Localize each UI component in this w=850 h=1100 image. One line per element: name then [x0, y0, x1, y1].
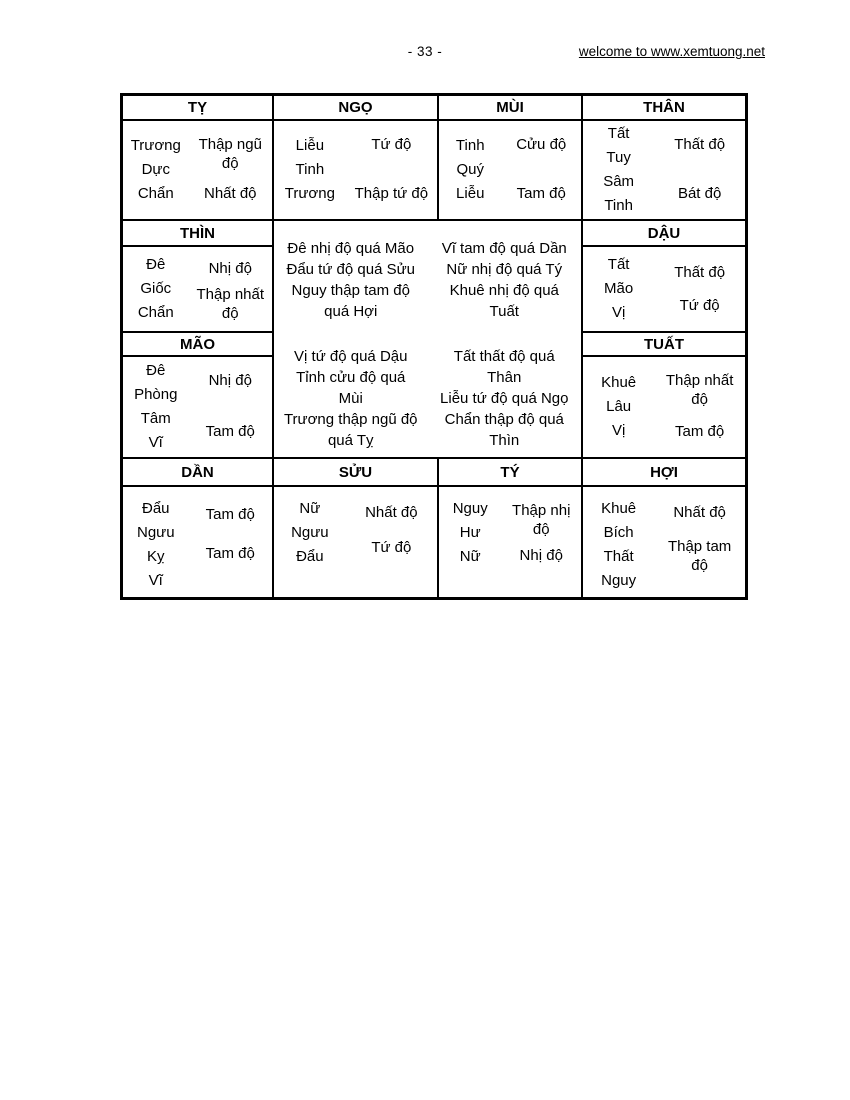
page-header — [0, 44, 850, 66]
degree-value: Thập nhất độ — [196, 286, 265, 322]
star-name: Liễu — [295, 137, 325, 154]
branch-cell-thin — [122, 246, 273, 332]
star-name: Nguy — [452, 500, 488, 517]
branch-title: TÝ — [500, 463, 520, 481]
degree-value: Thất độ — [674, 264, 726, 281]
branch-title: DẦN — [181, 463, 214, 481]
degree-list — [346, 487, 437, 597]
degree-value: Nhị độ — [208, 260, 252, 277]
star-name: Khuê — [601, 500, 637, 517]
branch-header-dau — [582, 220, 746, 246]
degree-value: Tam độ — [205, 506, 255, 523]
degree-value: Tam độ — [205, 423, 255, 440]
note-line: Nữ nhị độ quá Tý — [446, 261, 563, 278]
degree-value: Tam độ — [675, 423, 725, 440]
degree-value: Nhất độ — [365, 504, 418, 521]
star-list — [583, 357, 654, 457]
branch-header-tuat — [582, 332, 746, 356]
star-name: Giốc — [140, 280, 172, 297]
star-name: Tinh — [604, 197, 633, 214]
star-list — [274, 487, 346, 597]
degree-value: Tứ độ — [679, 297, 720, 314]
note-line: Vĩ tam độ quá Dần — [441, 240, 567, 257]
star-name: Nữ — [459, 548, 481, 565]
star-name: Nguy — [601, 572, 637, 589]
star-name: Kỵ — [147, 548, 165, 565]
center-note-block-4 — [428, 339, 582, 457]
branch-header-thin — [122, 220, 273, 246]
branch-cell-ty-rat — [438, 486, 582, 598]
star-name: Hư — [459, 524, 481, 541]
star-name: Quý — [456, 161, 484, 178]
star-name: Vị — [611, 422, 626, 439]
star-name: Đẩu — [142, 500, 170, 517]
star-name: Vị — [611, 304, 626, 321]
branch-header-hoi — [582, 458, 746, 486]
star-name: Đẩu — [296, 548, 324, 565]
degree-value: Thập ngũ độ — [198, 136, 262, 172]
star-name: Tất — [607, 125, 630, 142]
note-line: Đê nhị độ quá Mão — [287, 240, 415, 257]
star-name: Tinh — [295, 161, 325, 178]
center-notes-cell — [273, 220, 582, 458]
note-line: Liễu tứ độ quá Ngọ — [440, 389, 569, 407]
center-note-block-3 — [274, 339, 428, 457]
branch-header-ty-rat — [438, 458, 582, 486]
star-name: Sâm — [603, 173, 635, 190]
degree-value: Tam độ — [516, 185, 566, 202]
degree-list — [189, 357, 272, 457]
branch-cell-mui — [438, 120, 582, 220]
star-name: Tuy — [606, 149, 631, 166]
branch-title: DẬU — [647, 224, 681, 242]
branch-cell-ty-snake — [122, 120, 273, 220]
note-line: Đẩu tứ độ quá Sửu — [286, 261, 415, 278]
star-name: Tinh — [455, 137, 485, 154]
degree-value: Nhất độ — [203, 185, 257, 202]
star-name: Dực — [141, 161, 170, 178]
branch-title: THÌN — [180, 224, 215, 242]
degree-value: Thập nhị độ — [512, 502, 571, 538]
branch-title: TỴ — [187, 99, 208, 116]
degree-list — [189, 121, 272, 219]
star-list — [583, 121, 654, 219]
note-line: Chẩn thập độ quá Thìn — [444, 410, 564, 449]
branch-title: TUẤT — [644, 335, 684, 353]
note-line: Khuê nhị độ quá Tuất — [449, 282, 559, 320]
branch-title: MÙI — [496, 99, 524, 116]
star-name: Trương — [130, 137, 181, 154]
degree-value: Thập nhất độ — [665, 372, 734, 408]
star-name: Khuê — [601, 374, 637, 391]
degree-list — [654, 487, 745, 597]
star-name: Trương — [284, 185, 335, 202]
page-number: - 33 - — [407, 44, 443, 59]
star-name: Lâu — [606, 398, 632, 415]
star-list — [123, 247, 189, 331]
branch-title: HỢI — [650, 463, 678, 481]
branch-title: MÃO — [180, 335, 215, 353]
star-name: Tâm — [140, 410, 171, 427]
degree-list — [189, 487, 272, 597]
degree-value: Thập tứ độ — [354, 185, 429, 202]
star-name: Liễu — [456, 185, 485, 202]
branch-header-than — [582, 95, 746, 120]
degree-value: Tứ độ — [371, 539, 412, 556]
star-name: Nữ — [299, 500, 321, 517]
note-line: Tỉnh cửu độ quá Mùi — [296, 368, 406, 407]
degree-value: Thập tam độ — [667, 538, 732, 574]
branch-cell-hoi — [582, 486, 746, 598]
degree-value: Tam độ — [205, 545, 255, 562]
branch-cell-dau — [582, 246, 746, 332]
branch-title: THÂN — [643, 99, 685, 116]
branch-cell-tuat — [582, 356, 746, 458]
star-name: Chẩn — [137, 185, 174, 202]
degree-list — [654, 357, 745, 457]
branch-header-suu — [273, 458, 438, 486]
star-list — [123, 121, 189, 219]
star-list — [274, 121, 346, 219]
note-line: Nguy thập tam độ quá Hợi — [291, 282, 410, 320]
degree-list — [654, 247, 745, 331]
branch-header-ty-snake — [122, 95, 273, 120]
degree-list — [654, 121, 745, 219]
note-line: Trương thập ngũ độ quá Tỵ — [283, 410, 418, 449]
star-name: Mão — [604, 280, 634, 297]
star-list — [123, 487, 189, 597]
star-name: Vĩ — [148, 434, 163, 451]
star-list — [123, 357, 189, 457]
degree-value: Thất độ — [674, 136, 726, 153]
zodiac-degree-table — [120, 93, 748, 600]
center-note-block-2 — [428, 221, 582, 339]
star-name: Thất — [603, 548, 634, 565]
star-name: Tất — [607, 256, 630, 273]
branch-cell-suu — [273, 486, 438, 598]
star-name: Đê — [146, 256, 166, 273]
degree-list — [346, 121, 437, 219]
branch-cell-than — [582, 120, 746, 220]
note-line: Tất thất độ quá Thân — [453, 347, 555, 386]
branch-header-mao — [122, 332, 273, 356]
center-note-block-1 — [274, 221, 428, 339]
branch-title: NGỌ — [338, 99, 373, 116]
star-name: Ngưu — [136, 524, 175, 541]
website-link[interactable]: welcome to www.xemtuong.net — [578, 44, 765, 59]
degree-value: Nhất độ — [673, 504, 726, 521]
branch-header-mui — [438, 95, 582, 120]
star-list — [439, 121, 501, 219]
degree-value: Nhị độ — [519, 547, 563, 564]
star-list — [439, 487, 501, 597]
star-name: Bích — [603, 524, 634, 541]
note-line: Vị tứ độ quá Dậu — [294, 347, 408, 365]
degree-list — [501, 487, 581, 597]
branch-header-dan — [122, 458, 273, 486]
degree-value: Tứ độ — [371, 136, 412, 153]
star-name: Chẩn — [137, 304, 174, 321]
degree-value: Nhị độ — [208, 372, 252, 389]
degree-list — [189, 247, 272, 331]
star-list — [583, 247, 654, 331]
branch-title: SỬU — [338, 463, 373, 481]
branch-header-ngo — [273, 95, 438, 120]
star-name: Ngưu — [291, 524, 329, 541]
star-list — [583, 487, 654, 597]
degree-value: Bát độ — [677, 185, 722, 202]
degree-list — [501, 121, 581, 219]
branch-cell-dan — [122, 486, 273, 598]
degree-value: Cửu độ — [516, 136, 567, 153]
star-name: Đê — [146, 362, 166, 379]
star-name: Phòng — [134, 386, 178, 403]
branch-cell-ngo — [273, 120, 438, 220]
branch-cell-mao — [122, 356, 273, 458]
star-name: Vĩ — [148, 572, 163, 589]
